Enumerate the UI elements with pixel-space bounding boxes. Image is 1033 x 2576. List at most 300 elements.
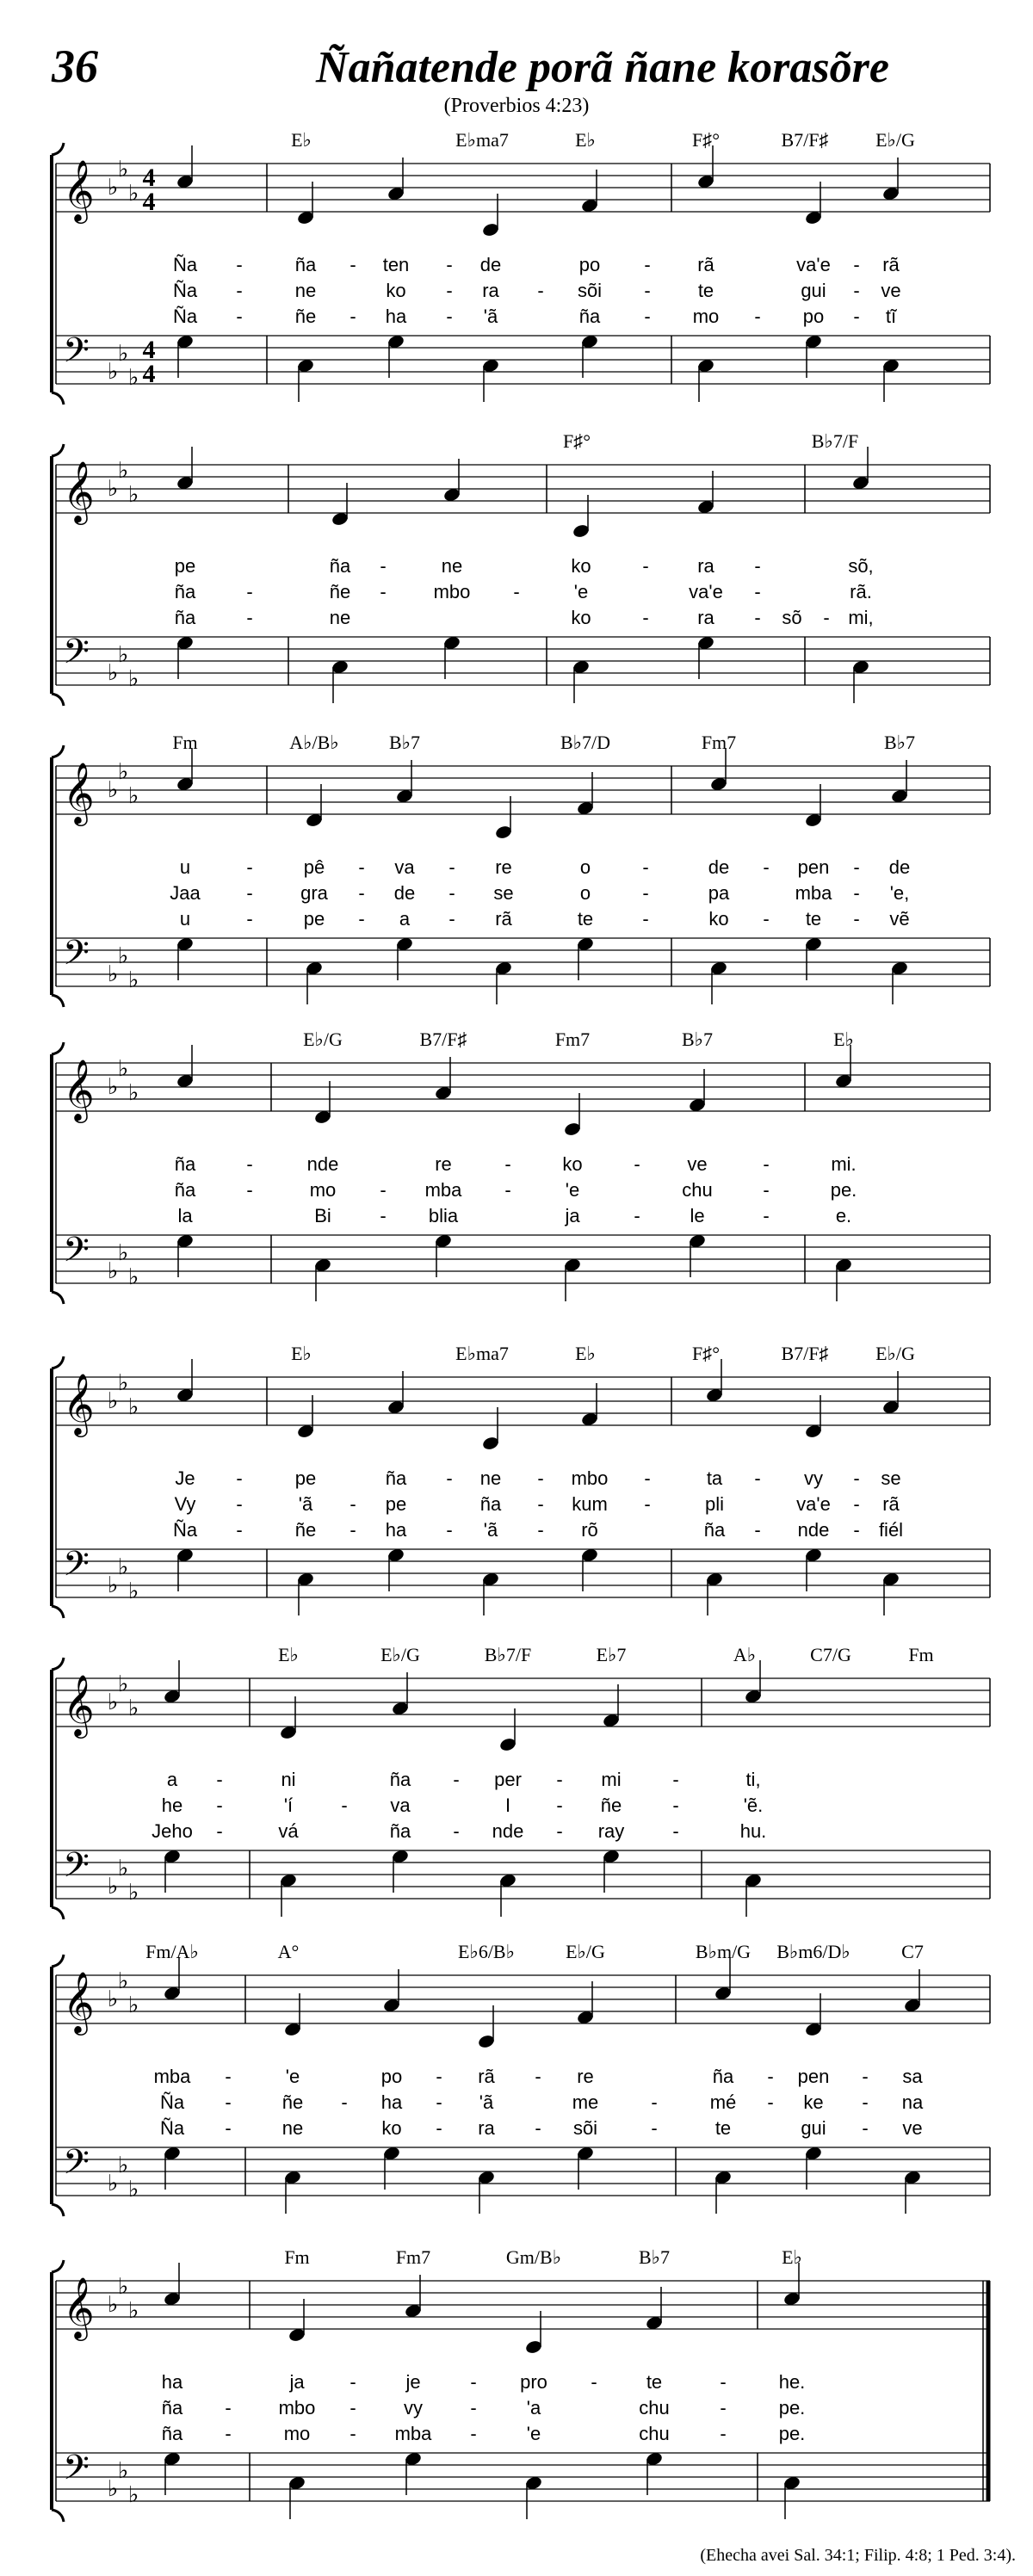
lyric-hyphen: - [767, 2091, 774, 2113]
chord-symbol: E♭ [575, 1343, 596, 1364]
key-flat-icon: ♭ [108, 660, 119, 686]
lyric-hyphen: - [246, 1179, 253, 1201]
lyric-syllable: po [578, 254, 601, 275]
bass-clef-icon: 𝄢 [63, 1230, 90, 1278]
chord-symbol: E♭ [782, 2246, 802, 2268]
key-flat-icon: ♭ [128, 1696, 139, 1721]
lyric-syllable: 'í [283, 1795, 294, 1816]
lyric-hyphen: - [216, 1820, 223, 1842]
lyric-hyphen: - [537, 280, 544, 301]
lyric-hyphen: - [246, 908, 253, 930]
time-signature-bottom: 4 [142, 188, 156, 216]
lyric-syllable: ñe [294, 306, 317, 327]
key-flat-icon: ♭ [118, 1671, 129, 1697]
lyric-syllable: vá [278, 1820, 299, 1842]
chord-symbol: B♭7 [681, 1029, 714, 1050]
system-8 [52, 2246, 990, 2522]
lyric-hyphen: - [446, 254, 453, 275]
key-flat-icon: ♭ [118, 1056, 129, 1082]
key-flat-icon: ♭ [128, 2298, 139, 2324]
chord-symbol: A° [277, 1941, 300, 1962]
lyric-syllable: ña [161, 2423, 183, 2444]
bracket-top-hook [52, 745, 64, 757]
chord-symbol: Fm/A♭ [145, 1941, 199, 1962]
lyric-hyphen: - [537, 1519, 544, 1541]
chord-symbol: E♭ma7 [455, 129, 509, 151]
key-flat-icon: ♭ [128, 1080, 139, 1106]
lyric-hyphen: - [470, 2423, 477, 2444]
bracket-top-hook [52, 143, 64, 155]
key-flat-icon: ♭ [118, 2458, 129, 2484]
key-flat-icon: ♭ [118, 1554, 129, 1580]
lyric-hyphen: - [754, 306, 761, 327]
lyric-syllable: nde [797, 1519, 830, 1541]
lyric-hyphen: - [446, 280, 453, 301]
bass-clef-icon: 𝄢 [63, 933, 90, 981]
lyric-syllable: re [577, 2066, 594, 2087]
lyric-syllable: ña [703, 1519, 726, 1541]
lyric-syllable: pe [294, 1467, 317, 1489]
lyric-syllable: va'e [796, 254, 831, 275]
lyric-syllable: o [579, 856, 591, 878]
lyric-syllable: 'e [526, 2423, 541, 2444]
chord-symbol: C7 [901, 1941, 924, 1962]
lyric-syllable: ni [281, 1769, 296, 1790]
lyric-hyphen: - [644, 280, 651, 301]
key-flat-icon: ♭ [118, 157, 129, 182]
lyric-syllable: ke [803, 2091, 824, 2113]
lyric-hyphen: - [236, 1467, 243, 1489]
lyric-hyphen: - [644, 1493, 651, 1515]
lyric-syllable: mba [153, 2066, 191, 2087]
lyric-syllable: va [390, 1795, 411, 1816]
lyric-syllable: vy [404, 2397, 423, 2418]
lyric-syllable: he. [778, 2371, 806, 2393]
key-flat-icon: ♭ [128, 1880, 139, 1906]
chord-symbol: A♭ [733, 1644, 757, 1665]
lyric-hyphen: - [642, 607, 649, 628]
lyric-hyphen: - [341, 1795, 348, 1816]
lyric-syllable: vẽ [889, 908, 910, 930]
treble-clef-icon: 𝄞 [63, 158, 95, 221]
lyric-syllable: pli [704, 1493, 725, 1515]
lyric-syllable: Je [175, 1467, 195, 1489]
lyric-syllable: 'ã [483, 1519, 498, 1541]
treble-clef-icon: 𝄞 [63, 1673, 95, 1736]
chord-symbol: Fm [284, 2246, 310, 2268]
lyric-syllable: I [504, 1795, 511, 1816]
chord-symbol: Fm7 [395, 2246, 431, 2268]
key-flat-icon: ♭ [108, 1690, 119, 1715]
lyric-syllable: pe [174, 555, 196, 577]
lyric-syllable: pa [708, 882, 730, 904]
bass-clef-icon: 𝄢 [63, 632, 90, 680]
lyric-syllable: ta [706, 1467, 723, 1489]
lyric-hyphen: - [767, 2066, 774, 2087]
lyric-hyphen: - [642, 882, 649, 904]
lyric-hyphen: - [436, 2091, 442, 2113]
treble-clef-icon: 𝄞 [63, 1970, 95, 2033]
lyric-hyphen: - [556, 1820, 563, 1842]
lyric-syllable: te [646, 2371, 663, 2393]
lyric-hyphen: - [349, 306, 356, 327]
lyric-hyphen: - [349, 2423, 356, 2444]
bracket-top-hook [52, 1658, 64, 1670]
lyric-hyphen: - [236, 254, 243, 275]
key-flat-icon: ♭ [128, 365, 139, 391]
lyric-hyphen: - [380, 1179, 387, 1201]
chord-symbol: E♭ [278, 1644, 299, 1665]
lyric-hyphen: - [236, 1493, 243, 1515]
lyric-hyphen: - [358, 908, 365, 930]
lyric-syllable: pe. [778, 2397, 806, 2418]
lyric-hyphen: - [651, 2117, 658, 2139]
lyric-syllable: fiél [878, 1519, 904, 1541]
lyric-syllable: se [493, 882, 514, 904]
lyric-syllable: po [380, 2066, 403, 2087]
lyric-syllable: nde [492, 1820, 524, 1842]
lyric-hyphen: - [349, 2397, 356, 2418]
bracket-top-hook [52, 1955, 64, 1967]
lyric-syllable: hu. [739, 1820, 767, 1842]
lyric-syllable: gui [801, 280, 826, 301]
lyric-syllable: ña [174, 1179, 196, 1201]
system-1 [52, 129, 990, 405]
system-2 [52, 430, 990, 706]
key-flat-icon: ♭ [108, 961, 119, 987]
lyric-syllable: gra [300, 882, 328, 904]
chord-symbol: E♭7 [596, 1644, 627, 1665]
lyric-hyphen: - [763, 1153, 770, 1175]
chord-symbol: E♭ [833, 1029, 854, 1050]
lyric-syllable: chu [639, 2423, 670, 2444]
lyric-syllable: chu [639, 2397, 670, 2418]
lyric-syllable: 'e [565, 1179, 580, 1201]
key-flat-icon: ♭ [118, 642, 129, 668]
lyric-hyphen: - [720, 2397, 727, 2418]
lyric-hyphen: - [453, 1820, 460, 1842]
chord-symbol: E♭/G [875, 1343, 915, 1364]
lyric-syllable: ko [562, 1153, 583, 1175]
lyric-syllable: nde [306, 1153, 339, 1175]
lyric-syllable: mo [283, 2423, 311, 2444]
lyric-syllable: mba [424, 1179, 462, 1201]
lyric-hyphen: - [535, 2066, 541, 2087]
lyric-hyphen: - [358, 882, 365, 904]
lyric-syllable: va'e [796, 1493, 831, 1515]
lyric-syllable: ko [571, 607, 591, 628]
lyric-hyphen: - [349, 254, 356, 275]
key-flat-icon: ♭ [108, 1986, 119, 2012]
lyric-syllable: ña [389, 1769, 411, 1790]
lyric-syllable: Bi [314, 1205, 331, 1226]
chord-symbol: E♭/G [566, 1941, 605, 1962]
chord-symbol: B7/F♯ [419, 1029, 467, 1050]
lyric-hyphen: - [556, 1769, 563, 1790]
lyric-hyphen: - [453, 1769, 460, 1790]
treble-clef-icon: 𝄞 [63, 1372, 95, 1435]
lyric-syllable: po [802, 306, 825, 327]
lyric-hyphen: - [236, 1519, 243, 1541]
lyric-syllable: vy [804, 1467, 823, 1489]
bracket-bottom-hook [52, 1292, 64, 1304]
chord-symbol: C7/G [810, 1644, 851, 1665]
lyric-hyphen: - [225, 2066, 232, 2087]
bracket-bottom-hook [52, 2204, 64, 2216]
lyric-hyphen: - [225, 2397, 232, 2418]
lyric-syllable: 'ã [483, 306, 498, 327]
lyric-hyphen: - [763, 1205, 770, 1226]
lyric-syllable: u [179, 856, 191, 878]
lyric-syllable: 'e [573, 581, 589, 602]
lyric-syllable: a [399, 908, 411, 930]
key-flat-icon: ♭ [108, 476, 119, 502]
lyric-syllable: mo [692, 306, 720, 327]
lyric-hyphen: - [236, 306, 243, 327]
lyric-hyphen: - [504, 1179, 511, 1201]
bracket-bottom-hook [52, 995, 64, 1007]
lyric-syllable: rã [882, 254, 900, 275]
lyric-hyphen: - [535, 2117, 541, 2139]
lyric-hyphen: - [537, 1467, 544, 1489]
lyric-syllable: le [690, 1205, 705, 1226]
lyric-hyphen: - [672, 1795, 679, 1816]
lyric-hyphen: - [862, 2117, 869, 2139]
lyric-syllable: va'e [689, 581, 723, 602]
lyric-syllable: Ña [159, 2117, 185, 2139]
lyric-hyphen: - [246, 882, 253, 904]
lyric-hyphen: - [853, 856, 860, 878]
lyric-syllable: la [177, 1205, 193, 1226]
lyric-syllable: je [405, 2371, 421, 2393]
lyric-syllable: te [697, 280, 714, 301]
lyric-syllable: ne [441, 555, 463, 577]
chord-symbol: B♭7/F [811, 430, 859, 452]
lyric-syllable: ña [174, 581, 196, 602]
treble-clef-icon: 𝄞 [63, 2276, 95, 2338]
lyric-syllable: mi, [848, 607, 874, 628]
lyric-syllable: gui [801, 2117, 826, 2139]
key-flat-icon: ♭ [108, 777, 119, 803]
bracket-bottom-hook [52, 694, 64, 706]
lyric-hyphen: - [236, 280, 243, 301]
lyric-syllable: pro [520, 2371, 547, 2393]
system-3 [52, 732, 990, 1007]
lyric-syllable: rã. [850, 581, 872, 602]
lyric-hyphen: - [763, 908, 770, 930]
lyric-syllable: na [901, 2091, 924, 2113]
lyric-syllable: sõi [577, 280, 603, 301]
lyric-hyphen: - [853, 882, 860, 904]
lyric-syllable: tĩ [885, 306, 897, 327]
chord-symbol: B♭7/F [484, 1644, 532, 1665]
key-flat-icon: ♭ [128, 2482, 139, 2508]
lyric-hyphen: - [644, 306, 651, 327]
lyric-hyphen: - [225, 2091, 232, 2113]
footnote: (Ehecha avei Sal. 34:1; Filip. 4:8; 1 Ped. 3:4). [700, 2546, 1016, 2565]
lyric-hyphen: - [754, 555, 761, 577]
lyric-syllable: ña [174, 607, 196, 628]
chord-symbol: B♭7 [883, 732, 916, 753]
lyric-syllable: ve [881, 280, 901, 301]
lyric-syllable: 'a [526, 2397, 541, 2418]
lyric-hyphen: - [436, 2066, 442, 2087]
key-flat-icon: ♭ [128, 482, 139, 508]
lyric-syllable: mbo [433, 581, 471, 602]
bracket-top-hook [52, 444, 64, 456]
lyric-syllable: ha [385, 1519, 407, 1541]
system-4 [52, 1029, 990, 1304]
lyric-hyphen: - [448, 856, 455, 878]
lyric-hyphen: - [644, 1467, 651, 1489]
lyric-hyphen: - [504, 1153, 511, 1175]
lyric-hyphen: - [634, 1205, 640, 1226]
bass-clef-icon: 𝄢 [63, 1544, 90, 1592]
lyric-syllable: mba [394, 2423, 432, 2444]
lyric-hyphen: - [853, 1493, 860, 1515]
key-flat-icon: ♭ [118, 943, 129, 969]
lyric-syllable: mi. [831, 1153, 857, 1175]
lyric-hyphen: - [246, 856, 253, 878]
lyric-syllable: Vy [174, 1493, 196, 1515]
treble-clef-icon: 𝄞 [63, 460, 95, 522]
lyric-syllable: ra [697, 607, 714, 628]
lyric-syllable: ten [382, 254, 410, 275]
bracket-bottom-hook [52, 2510, 64, 2522]
lyric-hyphen: - [380, 1205, 387, 1226]
lyric-syllable: te [577, 908, 594, 930]
lyric-syllable: mba [795, 882, 832, 904]
system-7 [52, 1941, 990, 2216]
lyric-syllable: he [161, 1795, 183, 1816]
lyric-hyphen: - [763, 856, 770, 878]
lyric-syllable: ñe [281, 2091, 304, 2113]
chord-symbol: E♭/G [875, 129, 915, 151]
key-flat-icon: ♭ [108, 1074, 119, 1100]
lyric-syllable: 'ẽ. [743, 1795, 764, 1816]
lyric-syllable: va [394, 856, 415, 878]
chord-symbol: E♭/G [380, 1644, 420, 1665]
lyric-hyphen: - [246, 607, 253, 628]
lyric-syllable: ñe [294, 1519, 317, 1541]
system-5 [52, 1343, 990, 1618]
key-flat-icon: ♭ [108, 359, 119, 385]
bass-clef-icon: 𝄢 [63, 2448, 90, 2496]
lyric-syllable: pe [385, 1493, 407, 1515]
chord-symbol: E♭ [291, 129, 312, 151]
lyric-hyphen: - [341, 2091, 348, 2113]
lyric-hyphen: - [642, 908, 649, 930]
key-flat-icon: ♭ [118, 1856, 129, 1881]
lyric-hyphen: - [853, 908, 860, 930]
lyric-syllable: ra [478, 2117, 495, 2139]
lyric-syllable: ne [329, 607, 351, 628]
lyric-hyphen: - [853, 1519, 860, 1541]
lyric-hyphen: - [853, 1467, 860, 1489]
lyric-syllable: ko [708, 908, 729, 930]
bracket-top-hook [52, 2260, 64, 2272]
lyric-hyphen: - [644, 254, 651, 275]
bracket-top-hook [52, 1042, 64, 1054]
lyric-syllable: ko [381, 2117, 402, 2139]
lyric-syllable: a [166, 1769, 178, 1790]
lyric-hyphen: - [634, 1153, 640, 1175]
lyric-hyphen: - [754, 1467, 761, 1489]
chord-symbol: F♯° [691, 129, 721, 151]
lyric-syllable: chu [682, 1179, 713, 1201]
chord-symbol: B♭m6/D♭ [776, 1941, 851, 1962]
lyric-syllable: pen [797, 856, 830, 878]
lyric-hyphen: - [642, 555, 649, 577]
system-6 [52, 1644, 990, 1919]
lyric-hyphen: - [642, 856, 649, 878]
key-flat-icon: ♭ [108, 1258, 119, 1284]
lyric-syllable: Ña [172, 1519, 198, 1541]
chord-symbol: E♭ [575, 129, 596, 151]
chord-symbol: F♯° [562, 430, 591, 452]
lyric-syllable: re [495, 856, 512, 878]
lyric-hyphen: - [853, 254, 860, 275]
lyric-syllable: Jeho [152, 1820, 193, 1842]
lyric-syllable: rã [882, 1493, 900, 1515]
key-flat-icon: ♭ [128, 1992, 139, 2018]
lyric-syllable: ña [389, 1820, 411, 1842]
lyric-syllable: ra [697, 555, 714, 577]
lyric-syllable: ñe [329, 581, 351, 602]
time-signature-top: 4 [142, 164, 156, 192]
lyric-syllable: sõ [782, 607, 802, 628]
lyric-syllable: 'ã [298, 1493, 313, 1515]
lyric-hyphen: - [754, 1519, 761, 1541]
key-flat-icon: ♭ [108, 175, 119, 201]
lyric-hyphen: - [853, 280, 860, 301]
lyric-hyphen: - [216, 1769, 223, 1790]
lyric-hyphen: - [754, 607, 761, 628]
lyric-syllable: mbo [571, 1467, 609, 1489]
lyric-syllable: ha [161, 2371, 183, 2393]
chord-symbol: E♭/G [303, 1029, 343, 1050]
lyric-syllable: 'ã [479, 2091, 494, 2113]
lyric-syllable: o [579, 882, 591, 904]
key-flat-icon: ♭ [118, 1240, 129, 1266]
lyric-hyphen: - [470, 2371, 477, 2393]
bracket-bottom-hook [52, 1907, 64, 1919]
lyric-syllable: pe. [830, 1179, 857, 1201]
lyric-syllable: de [888, 856, 911, 878]
lyric-hyphen: - [823, 607, 830, 628]
lyric-syllable: ña [174, 1153, 196, 1175]
key-flat-icon: ♭ [118, 759, 129, 785]
lyric-syllable: Jaa [170, 882, 201, 904]
lyric-hyphen: - [225, 2423, 232, 2444]
lyric-hyphen: - [446, 1467, 453, 1489]
lyric-syllable: de [393, 882, 416, 904]
lyric-hyphen: - [720, 2423, 727, 2444]
lyric-hyphen: - [556, 1795, 563, 1816]
lyric-syllable: ko [571, 555, 591, 577]
key-flat-icon: ♭ [118, 341, 129, 367]
lyric-syllable: pe [303, 908, 325, 930]
key-flat-icon: ♭ [108, 2171, 119, 2196]
chord-symbol: B7/F♯ [781, 129, 829, 151]
chord-symbol: E♭6/B♭ [458, 1941, 515, 1962]
lyric-hyphen: - [358, 856, 365, 878]
key-flat-icon: ♭ [108, 1388, 119, 1414]
lyric-hyphen: - [651, 2091, 658, 2113]
lyric-syllable: 'e [285, 2066, 300, 2087]
chord-symbol: B♭7 [638, 2246, 671, 2268]
lyric-syllable: de [708, 856, 730, 878]
